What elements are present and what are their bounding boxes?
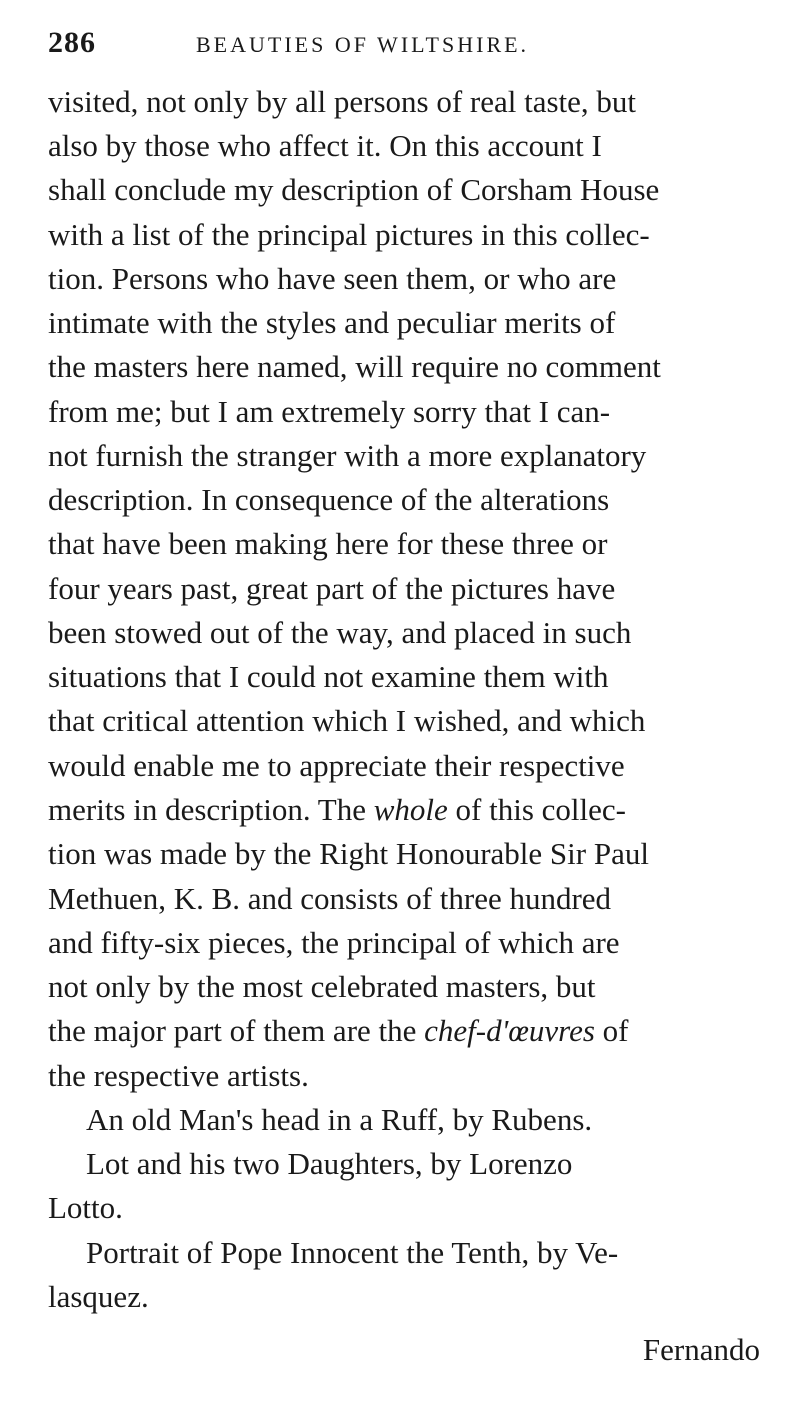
text-line: [48, 788, 626, 832]
text-line: visited, not only by all persons of real taste, but: [48, 84, 637, 119]
picture-entry: An old Man's head in a Ruff, by Rubens.: [86, 1102, 593, 1137]
text-line: [48, 1009, 629, 1053]
text-line: situations that I could not examine them with: [48, 659, 609, 694]
text-line: description. In consequence of the alterations: [48, 482, 610, 517]
text-line: also by those who affect it. On this account I: [48, 128, 602, 163]
text-line: the masters here named, will require no comment: [48, 349, 661, 384]
text-line: and fifty-six pieces, the principal of which are: [48, 925, 620, 960]
text-line: intimate with the styles and peculiar merits of: [48, 305, 616, 340]
text-line: from me; but I am extremely sorry that I can-: [48, 394, 611, 429]
text-line: the respective artists.: [48, 1058, 309, 1093]
text-run: merits in description. The: [48, 792, 374, 827]
picture-entry-continued: lasquez.: [48, 1279, 149, 1314]
text-line: tion. Persons who have seen them, or who are: [48, 261, 617, 296]
running-head: BEAUTIES OF WILTSHIRE.: [196, 32, 530, 57]
text-line: would enable me to appreciate their respective: [48, 748, 625, 783]
italic-word: chef-d'œuvres: [424, 1013, 595, 1048]
text-line: four years past, great part of the pictures have: [48, 571, 616, 606]
text-line: been stowed out of the way, and placed in such: [48, 615, 632, 650]
page-header: [48, 22, 748, 66]
text-run: of: [594, 1013, 629, 1048]
picture-entry: Portrait of Pope Innocent the Tenth, by Ve-: [86, 1235, 619, 1270]
text-line: that have been making here for these three or: [48, 526, 608, 561]
page-number: 286: [48, 26, 96, 59]
text-line: not furnish the stranger with a more explanatory: [48, 438, 647, 473]
italic-word: whole: [373, 792, 448, 827]
text-run: the major part of them are the: [48, 1013, 425, 1048]
picture-entry-continued: Lotto.: [48, 1190, 123, 1225]
text-line: with a list of the principal pictures in this collec-: [48, 217, 650, 252]
picture-entry: Lot and his two Daughters, by Lorenzo: [86, 1146, 573, 1181]
text-line: that critical attention which I wished, and which: [48, 703, 646, 738]
catchword: Fernando: [642, 1332, 760, 1367]
text-line: not only by the most celebrated masters, but: [48, 969, 596, 1004]
text-run: of this collec-: [447, 792, 626, 827]
text-line: Methuen, K. B. and consists of three hundred: [48, 881, 612, 916]
text-line: tion was made by the Right Honourable Sir Paul: [48, 836, 649, 871]
text-line: shall conclude my description of Corsham House: [48, 172, 660, 207]
